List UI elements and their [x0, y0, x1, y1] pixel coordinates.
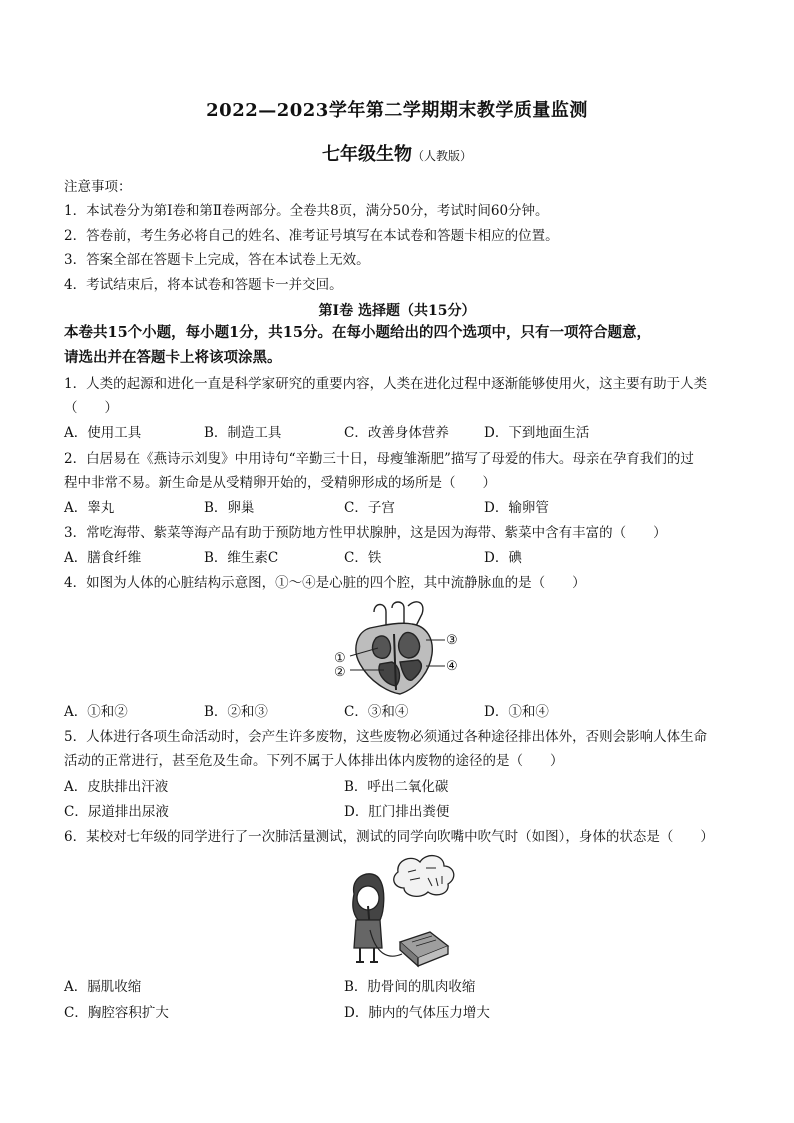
- question-6-option-d: D．肺内的气体压力增大: [344, 1005, 490, 1021]
- question-1-option-d: D．下到地面生活: [484, 425, 590, 441]
- question-1-text-line1: 1．人类的起源和进化一直是科学家研究的重要内容，人类在进化过程中逐渐能够使用火，这主要有助于人类: [64, 376, 708, 392]
- question-6-option-b: B．肋骨间的肌肉收缩: [344, 979, 476, 995]
- heart-label-3: ③: [446, 633, 458, 648]
- question-2-option-b: B．卵巢: [204, 500, 255, 516]
- question-4-option-b: B．②和③: [204, 704, 268, 720]
- question-2-option-d: D．输卵管: [484, 500, 549, 516]
- note-item-1: 1．本试卷分为第Ⅰ卷和第Ⅱ卷两部分。全卷共8页，满分50分，考试时间60分钟。: [64, 203, 549, 219]
- heart-label-1: ①: [334, 651, 346, 666]
- lung-capacity-test-illustration: [340, 850, 470, 972]
- question-4-option-d: D．①和④: [484, 704, 549, 720]
- note-item-2: 2．答卷前，考生务必将自己的姓名、准考证号填写在本试卷和答题卡相应的位置。: [64, 228, 559, 244]
- question-4-text: 4．如图为人体的心脏结构示意图，①～④是心脏的四个腔，其中流静脉血的是（ ）: [64, 575, 586, 591]
- question-2-option-a: A．睾丸: [64, 500, 115, 516]
- question-1-option-b: B．制造工具: [204, 425, 282, 441]
- question-5-option-c: C．尿道排出尿液: [64, 804, 169, 820]
- exam-subject: [0, 140, 794, 166]
- question-3-option-a: A．膳食纤维: [64, 550, 142, 566]
- question-6-text: 6．某校对七年级的同学进行了一次肺活量测试，测试的同学向吹嘴中吹气时（如图），身体的状态是（ ）: [64, 829, 714, 845]
- question-5-option-a: A．皮肤排出汗液: [64, 779, 169, 795]
- question-4-option-a: A．①和②: [64, 704, 128, 720]
- section-instruction-line2: 请选出并在答题卡上将该项涂黑。: [64, 349, 282, 366]
- subject-name: 七年级生物: [321, 144, 412, 165]
- question-1-option-a: A．使用工具: [64, 425, 142, 441]
- exam-title: 2022—2023学年第二学期期末教学质量监测: [206, 100, 588, 121]
- question-2-text-line1: 2．白居易在《燕诗示刘叟》中用诗句“辛勤三十日，母瘦雏渐肥”描写了母爱的伟大。母亲在孕育我们的过: [64, 451, 694, 467]
- question-2-text-line2: 程中非常不易。新生命是从受精卵开始的，受精卵形成的场所是（ ）: [64, 475, 496, 491]
- section-title: 第Ⅰ卷 选择题（共15分）: [318, 303, 476, 319]
- question-1-option-c: C．改善身体营养: [344, 425, 449, 441]
- question-5-text-line2: 活动的正常进行，甚至危及生命。下列不属于人体排出体内废物的途径的是（ ）: [64, 753, 564, 769]
- question-3-option-b: B．维生素C: [204, 550, 279, 566]
- question-5-option-d: D．肛门排出粪便: [344, 804, 450, 820]
- section-instruction-line1: 本卷共15个小题，每小题1分，共15分。在每小题给出的四个选项中，只有一项符合题意，: [64, 324, 651, 341]
- question-4-option-c: C．③和④: [344, 704, 409, 720]
- question-6-option-a: A．膈肌收缩: [64, 979, 142, 995]
- question-1-text-line2: （ ）: [64, 400, 118, 416]
- question-5-option-b: B．呼出二氧化碳: [344, 779, 449, 795]
- question-3-text: 3．常吃海带、紫菜等海产品有助于预防地方性甲状腺肿，这是因为海带、紫菜中含有丰富的（ ）: [64, 525, 667, 541]
- question-3-option-c: C．铁: [344, 550, 382, 566]
- question-3-option-d: D．碘: [484, 550, 522, 566]
- heart-label-2: ②: [334, 665, 346, 680]
- heart-label-4: ④: [446, 659, 458, 674]
- question-6-option-c: C．胸腔容积扩大: [64, 1005, 169, 1021]
- note-item-3: 3．答案全部在答题卡上完成，答在本试卷上无效。: [64, 252, 370, 268]
- note-item-4: 4．考试结束后，将本试卷和答题卡一并交回。: [64, 277, 343, 293]
- question-5-text-line1: 5．人体进行各项生命活动时，会产生许多废物，这些废物必须通过各种途径排出体外，否则会影响人体生命: [64, 729, 708, 745]
- notes-heading: 注意事项：: [64, 179, 132, 195]
- edition-label: （人教版）: [411, 149, 472, 163]
- question-2-option-c: C．子宫: [344, 500, 395, 516]
